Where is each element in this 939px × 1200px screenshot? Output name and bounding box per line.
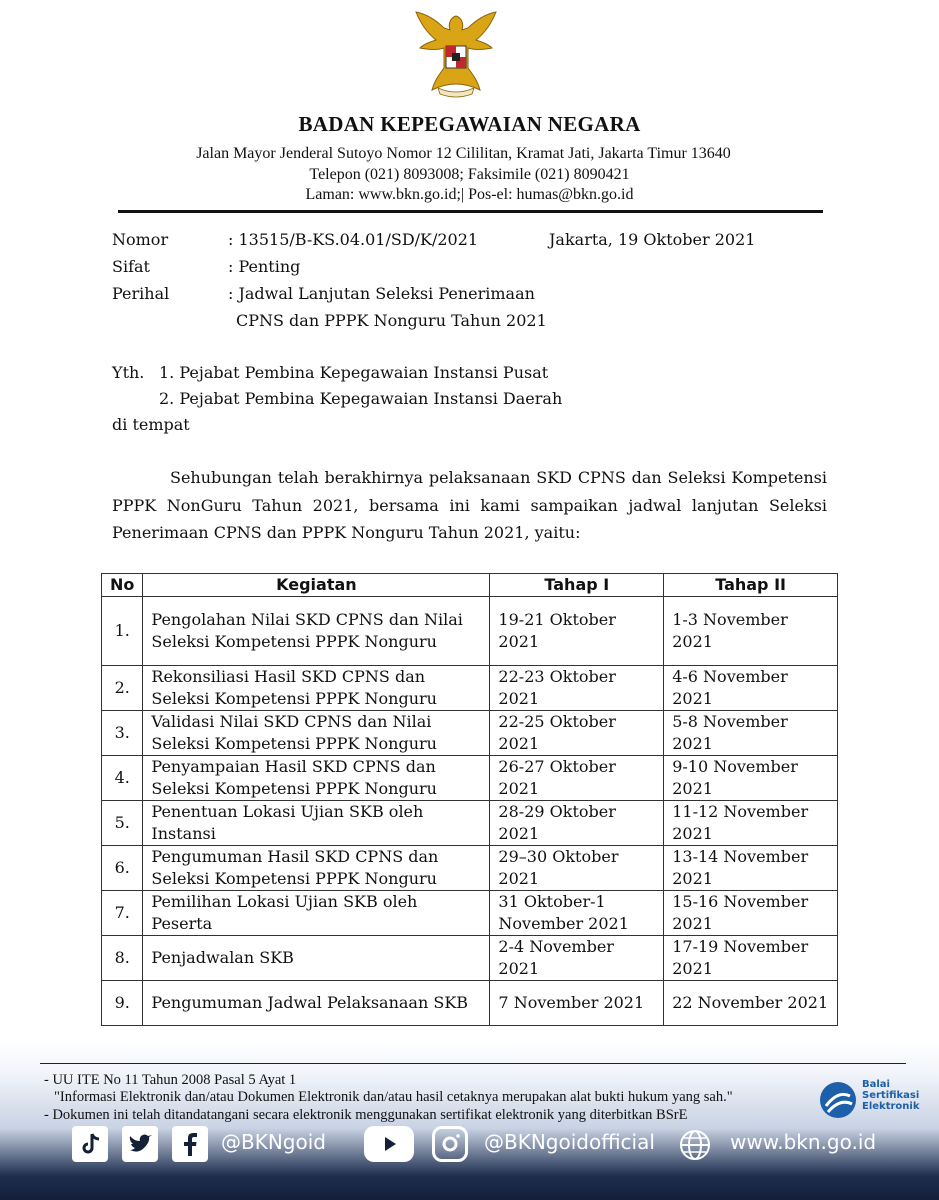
perihal-label: Perihal	[112, 284, 170, 303]
yth-label: Yth.	[112, 363, 145, 382]
row-tahap-2: 15-16 November 2021	[664, 891, 838, 936]
nomor-label: Nomor	[112, 230, 169, 249]
row-tahap-1: 2-4 November 2021	[490, 936, 664, 981]
row-tahap-2: 1-3 November 2021	[664, 597, 838, 666]
place-date: Jakarta, 19 Oktober 2021	[549, 230, 756, 249]
row-kegiatan: Pengumuman Hasil SKD CPNS dan Seleksi Kompetensi PPPK Nonguru	[143, 846, 490, 891]
footer-note-3: - Dokumen ini telah ditandatangani secara elektronik menggunakan sertifikat elektronik yang diterbitkan BSrE	[44, 1107, 688, 1123]
bsre-label-line-2: Sertifikasi	[862, 1090, 920, 1101]
garuda-emblem-icon	[408, 6, 504, 102]
row-no: 3.	[102, 711, 143, 756]
row-tahap-2: 5-8 November 2021	[664, 711, 838, 756]
row-kegiatan: Rekonsiliasi Hasil SKD CPNS dan Seleksi Kompetensi PPPK Nonguru	[143, 666, 490, 711]
row-tahap-1: 31 Oktober-1 November 2021	[490, 891, 664, 936]
sifat-value: : Penting	[228, 257, 301, 276]
row-no: 7.	[102, 891, 143, 936]
row-no: 2.	[102, 666, 143, 711]
row-tahap-1: 22-25 Oktober 2021	[490, 711, 664, 756]
table-row	[102, 666, 838, 711]
footer-divider	[40, 1063, 906, 1064]
bsre-label-line-1: Balai	[862, 1079, 890, 1090]
facebook-icon[interactable]	[172, 1126, 208, 1162]
schedule-table	[101, 573, 838, 1026]
table-row	[102, 981, 838, 1026]
row-tahap-2: 17-19 November 2021	[664, 936, 838, 981]
footer-note-1: - UU ITE No 11 Tahun 2008 Pasal 5 Ayat 1	[44, 1072, 297, 1088]
header-tahap-2: Tahap II	[664, 574, 838, 597]
twitter-icon[interactable]	[122, 1126, 158, 1162]
nomor-value: : 13515/B-KS.04.01/SD/K/2021	[228, 230, 479, 249]
table-row	[102, 597, 838, 666]
row-kegiatan: Validasi Nilai SKD CPNS dan Nilai Seleksi Kompetensi PPPK Nonguru	[143, 711, 490, 756]
row-tahap-1: 22-23 Oktober 2021	[490, 666, 664, 711]
header-no: No	[102, 574, 143, 597]
website-link[interactable]: www.bkn.go.id	[730, 1130, 877, 1154]
youtube-icon[interactable]	[364, 1126, 414, 1162]
table-row	[102, 711, 838, 756]
row-no: 5.	[102, 801, 143, 846]
row-no: 8.	[102, 936, 143, 981]
row-tahap-2: 4-6 November 2021	[664, 666, 838, 711]
table-row	[102, 846, 838, 891]
row-no: 6.	[102, 846, 143, 891]
agency-name: BADAN KEPEGAWAIAN NEGARA	[298, 112, 641, 136]
row-kegiatan: Penjadwalan SKB	[143, 936, 490, 981]
row-tahap-2: 11-12 November 2021	[664, 801, 838, 846]
recipient-1: 1. Pejabat Pembina Kepegawaian Instansi Pusat	[159, 363, 549, 382]
social-row	[0, 1126, 939, 1166]
row-kegiatan: Pengolahan Nilai SKD CPNS dan Nilai Seleksi Kompetensi PPPK Nonguru	[143, 597, 490, 666]
row-kegiatan: Pengumuman Jadwal Pelaksanaan SKB	[143, 981, 490, 1026]
row-kegiatan: Penyampaian Hasil SKD CPNS dan Seleksi Kompetensi PPPK Nonguru	[143, 756, 490, 801]
row-no: 1.	[102, 597, 143, 666]
header-kegiatan: Kegiatan	[143, 574, 490, 597]
recipient-2: 2. Pejabat Pembina Kepegawaian Instansi Daerah	[159, 389, 563, 408]
table-row	[102, 936, 838, 981]
table-row	[102, 891, 838, 936]
bsre-label-line-3: Elektronik	[862, 1101, 920, 1112]
row-tahap-1: 19-21 Oktober 2021	[490, 597, 664, 666]
row-tahap-2: 9-10 November 2021	[664, 756, 838, 801]
table-row	[102, 801, 838, 846]
row-no: 9.	[102, 981, 143, 1026]
row-no: 4.	[102, 756, 143, 801]
bsre-label	[862, 1079, 919, 1112]
tiktok-icon[interactable]	[72, 1126, 108, 1162]
row-tahap-2: 13-14 November 2021	[664, 846, 838, 891]
body-paragraph: Sehubungan telah berakhirnya pelaksanaan SKD CPNS dan Seleksi Kompetensi PPPK NonGuru Tahun 2021, bersama ini kami sampaikan jadwal lanjutan Seleksi Penerimaan CPNS dan PPPK Nonguru Tahun 2021, yaitu:	[112, 468, 827, 542]
globe-icon[interactable]	[678, 1128, 712, 1162]
address-line-2: Telepon (021) 8093008; Faksimile (021) 8090421	[309, 166, 630, 183]
header-divider	[118, 210, 823, 213]
table-row	[102, 756, 838, 801]
instagram-icon[interactable]	[432, 1126, 468, 1162]
row-tahap-1: 28-29 Oktober 2021	[490, 801, 664, 846]
table-header-row	[102, 574, 838, 597]
twitter-handle[interactable]: @BKNgoid	[221, 1130, 326, 1154]
perihal-value-line2: CPNS dan PPPK Nonguru Tahun 2021	[236, 311, 547, 330]
row-tahap-1: 26-27 Oktober 2021	[490, 756, 664, 801]
row-tahap-1: 7 November 2021	[490, 981, 664, 1026]
footer-note-2: "Informasi Elektronik dan/atau Dokumen Elektronik dan/atau hasil cetaknya merupakan alat bukti hukum yang sah."	[54, 1089, 733, 1105]
header-tahap-1: Tahap I	[490, 574, 664, 597]
sifat-label: Sifat	[112, 257, 150, 276]
row-kegiatan: Pemilihan Lokasi Ujian SKB oleh Peserta	[143, 891, 490, 936]
perihal-value-line1: : Jadwal Lanjutan Seleksi Penerimaan	[228, 284, 535, 303]
instagram-handle[interactable]: @BKNgoidofficial	[484, 1130, 655, 1154]
row-tahap-1: 29–30 Oktober 2021	[490, 846, 664, 891]
address-line-3: Laman: www.bkn.go.id;| Pos-el: humas@bkn.go.id	[305, 186, 634, 203]
row-kegiatan: Penentuan Lokasi Ujian SKB oleh Instansi	[143, 801, 490, 846]
address-line-1: Jalan Mayor Jenderal Sutoyo Nomor 12 Cililitan, Kramat Jati, Jakarta Timur 13640	[196, 145, 731, 162]
recipient-location: di tempat	[112, 415, 190, 434]
row-tahap-2: 22 November 2021	[664, 981, 838, 1026]
